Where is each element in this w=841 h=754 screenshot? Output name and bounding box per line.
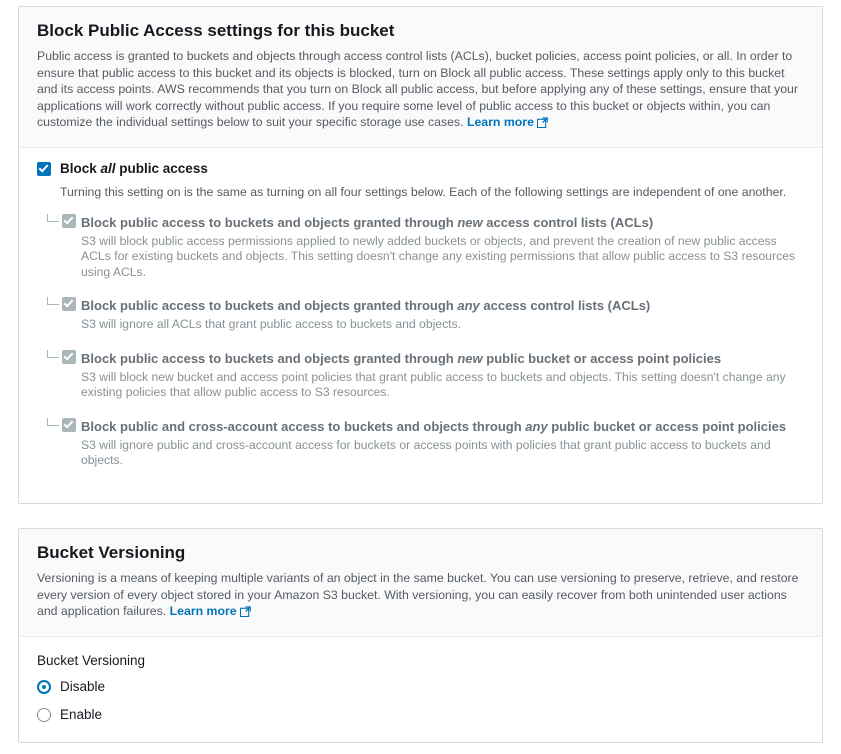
title-part-italic: new: [457, 214, 483, 230]
block-all-label-prefix: Block: [60, 160, 101, 176]
bucket-versioning-body: [19, 637, 822, 754]
block-public-access-header: [19, 7, 822, 148]
tree-branch: [47, 304, 59, 305]
sub-setting-any-acls-title: [81, 297, 804, 314]
block-all-label-suffix: public access: [115, 160, 208, 176]
title-part-1: Block public access to buckets and objects granted through: [81, 350, 458, 366]
sub-setting-any-policies: [47, 418, 804, 469]
block-public-access-description-text: Public access is granted to buckets and objects through access control lists (ACLs), bucket policies, access point policies, or all. In order to ensure that public access to this bucket and its objects is blocked, turn on Block all public access. These settings apply only to this bucket and its access points. AWS recommends that you turn on Block all public access, but before applying any of these settings, ensure that your applications will work correctly without public access. If you require some level of public access to this bucket or objects within, you can customize the individual settings below to suit your specific storage use cases.: [37, 49, 798, 129]
title-part-italic: new: [457, 350, 483, 366]
title-part-1: Block public access to buckets and objects granted through: [81, 214, 458, 230]
title-part-italic: any: [457, 298, 480, 313]
title-part-3: access control lists (ACLs): [482, 214, 654, 230]
bucket-versioning-description-text: Versioning is a means of keeping multiple variants of an object in the same bucket. You can use versioning to preserve, retrieve, and restore every version of every object stored in your Amazon S3 bucket. With versioning, you can easily recover from both unintended user actions and application failures.: [37, 571, 799, 618]
sub-setting-any-acls-checkbox-holder[interactable]: [62, 297, 76, 316]
sub-setting-new-acls-title: [81, 214, 804, 231]
bucket-versioning-card: [18, 528, 823, 743]
sub-setting-any-policies-checkbox[interactable]: [62, 418, 76, 432]
versioning-option-disable[interactable]: [37, 679, 804, 695]
versioning-enable-radio[interactable]: [37, 708, 51, 722]
external-link-icon: [240, 605, 251, 622]
sub-setting-new-acls-body: S3 will block public access permissions applied to newly added buckets or objects, and prevent the creation of new public access ACLs for existing buckets and objects. This setting doesn't change any existing permissions that allow public access to S3 resources using ACLs.: [81, 233, 796, 279]
checkmark-icon: [64, 298, 74, 308]
tree-branch: [47, 357, 59, 358]
block-public-access-card: [18, 6, 823, 504]
learn-more-label: Learn more: [169, 604, 237, 618]
learn-more-label: Learn more: [466, 115, 534, 129]
sub-setting-new-acls-checkbox[interactable]: [62, 214, 76, 228]
sub-setting-new-policies: [47, 350, 804, 401]
learn-more-link-versioning[interactable]: [170, 604, 251, 618]
title-part-1: Block public and cross-account access to buckets and objects through: [81, 418, 526, 434]
checkmark-icon: [39, 162, 49, 172]
versioning-disable-label: Disable: [60, 678, 106, 694]
bucket-versioning-description: [37, 570, 804, 622]
tree-branch: [47, 425, 59, 426]
title-part-1: Block public access to buckets and objects granted through: [81, 298, 458, 313]
checkmark-icon: [64, 214, 74, 224]
block-public-access-body: [19, 148, 822, 489]
bucket-versioning-title: Bucket Versioning: [37, 543, 186, 562]
checkmark-icon: [64, 350, 74, 360]
title-part-3: public bucket or access point policies: [547, 418, 787, 434]
sub-setting-new-policies-checkbox[interactable]: [62, 350, 76, 364]
bucket-versioning-field-label: Bucket Versioning: [37, 652, 146, 668]
block-public-access-sub-settings: [47, 214, 804, 469]
bucket-versioning-header: [19, 529, 822, 637]
block-all-public-access-row[interactable]: [37, 162, 804, 178]
versioning-enable-label: Enable: [60, 706, 103, 722]
title-part-italic: any: [525, 418, 548, 434]
versioning-disable-radio[interactable]: [37, 680, 51, 694]
sub-setting-new-policies-title: [81, 350, 804, 367]
sub-setting-new-policies-checkbox-holder[interactable]: [62, 350, 76, 369]
checkmark-icon: [64, 418, 74, 428]
tree-branch: [47, 221, 59, 222]
versioning-option-enable[interactable]: [37, 707, 804, 723]
title-part-3: access control lists (ACLs): [479, 298, 651, 313]
sub-setting-any-policies-title: [81, 418, 804, 435]
block-all-public-access-label: [60, 161, 208, 177]
title-part-3: public bucket or access point policies: [482, 350, 722, 366]
sub-setting-new-acls-checkbox-holder[interactable]: [62, 214, 76, 233]
sub-setting-any-acls-body: S3 will ignore all ACLs that grant public access to buckets and objects.: [81, 317, 462, 331]
block-public-access-description: [37, 48, 804, 133]
block-all-public-access-checkbox[interactable]: [37, 162, 51, 176]
sub-setting-new-acls: [47, 214, 804, 281]
sub-setting-any-policies-checkbox-holder[interactable]: [62, 418, 76, 437]
sub-setting-new-policies-body: S3 will block new bucket and access point policies that grant public access to buckets and objects. This setting doesn't change any existing policies that allow public access to S3 resources.: [81, 369, 786, 399]
block-all-public-access-helper: Turning this setting on is the same as turning on all four settings below. Each of the following settings are independent of one another.: [60, 184, 787, 199]
external-link-icon: [537, 116, 548, 133]
sub-setting-any-acls-checkbox[interactable]: [62, 297, 76, 311]
learn-more-link-public-access[interactable]: [467, 115, 548, 129]
sub-setting-any-acls: [47, 297, 804, 333]
block-public-access-title: Block Public Access settings for this bucket: [37, 21, 395, 40]
block-all-label-italic: all: [100, 160, 116, 176]
sub-setting-any-policies-body: S3 will ignore public and cross-account access for buckets or access points with policies that grant public access to buckets and objects.: [81, 437, 771, 467]
